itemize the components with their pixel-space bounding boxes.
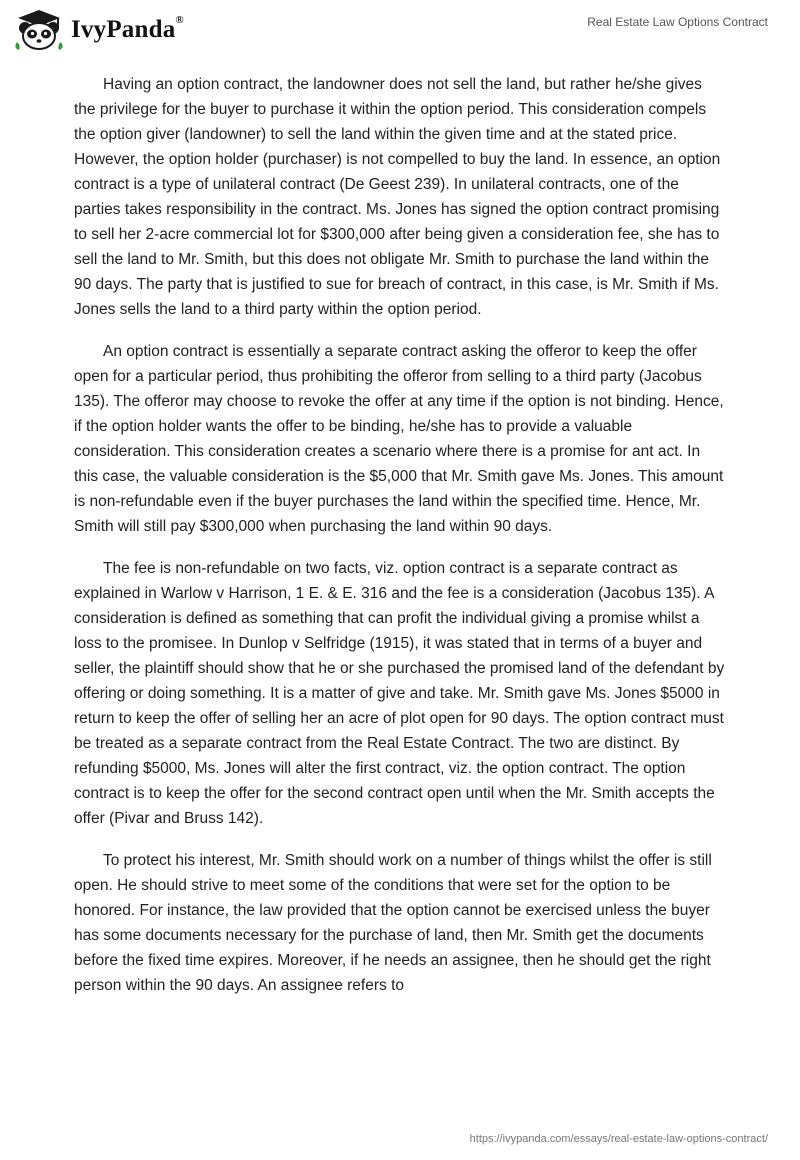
ivypanda-logo[interactable] — [13, 8, 184, 52]
paragraph: To protect his interest, Mr. Smith should work on a number of things whilst the offer is still open. He should strive to meet some of the conditions that were set for the option to be honored. For instance, the law provided that the option cannot be exercised unless the buyer has some documents necessary for the purchase of land, then Mr. Smith get the documents before the fixed time expires. Moreover, if he needs an assignee, then he should get the right person within the 90 days. An assignee refers to — [74, 852, 712, 994]
essay-body — [74, 72, 726, 1015]
page-header — [0, 0, 800, 60]
document-title: Real Estate Law Options Contract — [587, 15, 768, 29]
panda-graduate-logo-icon — [13, 8, 65, 52]
registered-mark: ® — [175, 14, 184, 26]
paragraph: Having an option contract, the landowner does not sell the land, but rather he/she gives the privilege for the buyer to purchase it within the option period. This consideration compels the option giver (landowner) to sell the land within the given time and at the stated price. However, the option holder (purchaser) is not compelled to buy the land. In essence, an option contract is a type of unilateral contract (De Geest 239). In unilateral contracts, one of the parties takes responsibility in the contract. Ms. Jones has signed the option contract promising to sell her 2-acre commercial lot for $300,000 after being given a consideration fee, she has to sell the land to Mr. Smith, but this does not obligate Mr. Smith to purchase the land within the 90 days. The party that is justified to sue for breach of contract, in this case, is Mr. Smith if Ms. Jones sells the land to a third party within the option period. — [74, 76, 721, 318]
brand-name: IvyPanda® — [71, 14, 184, 43]
paragraph: An option contract is essentially a separate contract asking the offeror to keep the offer open for a particular period, thus prohibiting the offeror from selling to a third party (Jacobus 135). The offeror may choose to revoke the offer at any time if the option is not binding. Hence, if the option holder wants the offer to be binding, he/she has to provide a valuable consideration. This consideration creates a scenario where there is a promise for ant act. In this case, the valuable consideration is the $5,000 that Mr. Smith gave Ms. Jones. This amount is non-refundable even if the buyer purchases the land within the specified time. Hence, Mr. Smith will still pay $300,000 when purchasing the land within 90 days. — [74, 343, 724, 535]
paragraph: The fee is non-refundable on two facts, viz. option contract is a separate contract as explained in Warlow v Harrison, 1 E. & E. 316 and the fee is a consideration (Jacobus 135). A consideration is defined as something that can profit the individual giving a promise whilst a loss to the promisee. In Dunlop v Selfridge (1915), it was stated that in terms of a buyer and seller, the plaintiff should show that he or she purchased the promised land of the defendant by offering or doing something. It is a matter of give and take. Mr. Smith gave Ms. Jones $5000 in return to keep the offer of selling her an acre of plot open for 90 days. The option contract must be treated as a separate contract from the Real Estate Contract. The two are distinct. By refunding $5000, Ms. Jones will alter the first contract, viz. the option contract. The option contract is to keep the offer for the second contract open until when the Mr. Smith accepts the offer (Pivar and Bruss 142). — [74, 560, 725, 827]
source-url-link[interactable]: https://ivypanda.com/essays/real-estate-law-options-contract/ — [469, 1133, 768, 1145]
